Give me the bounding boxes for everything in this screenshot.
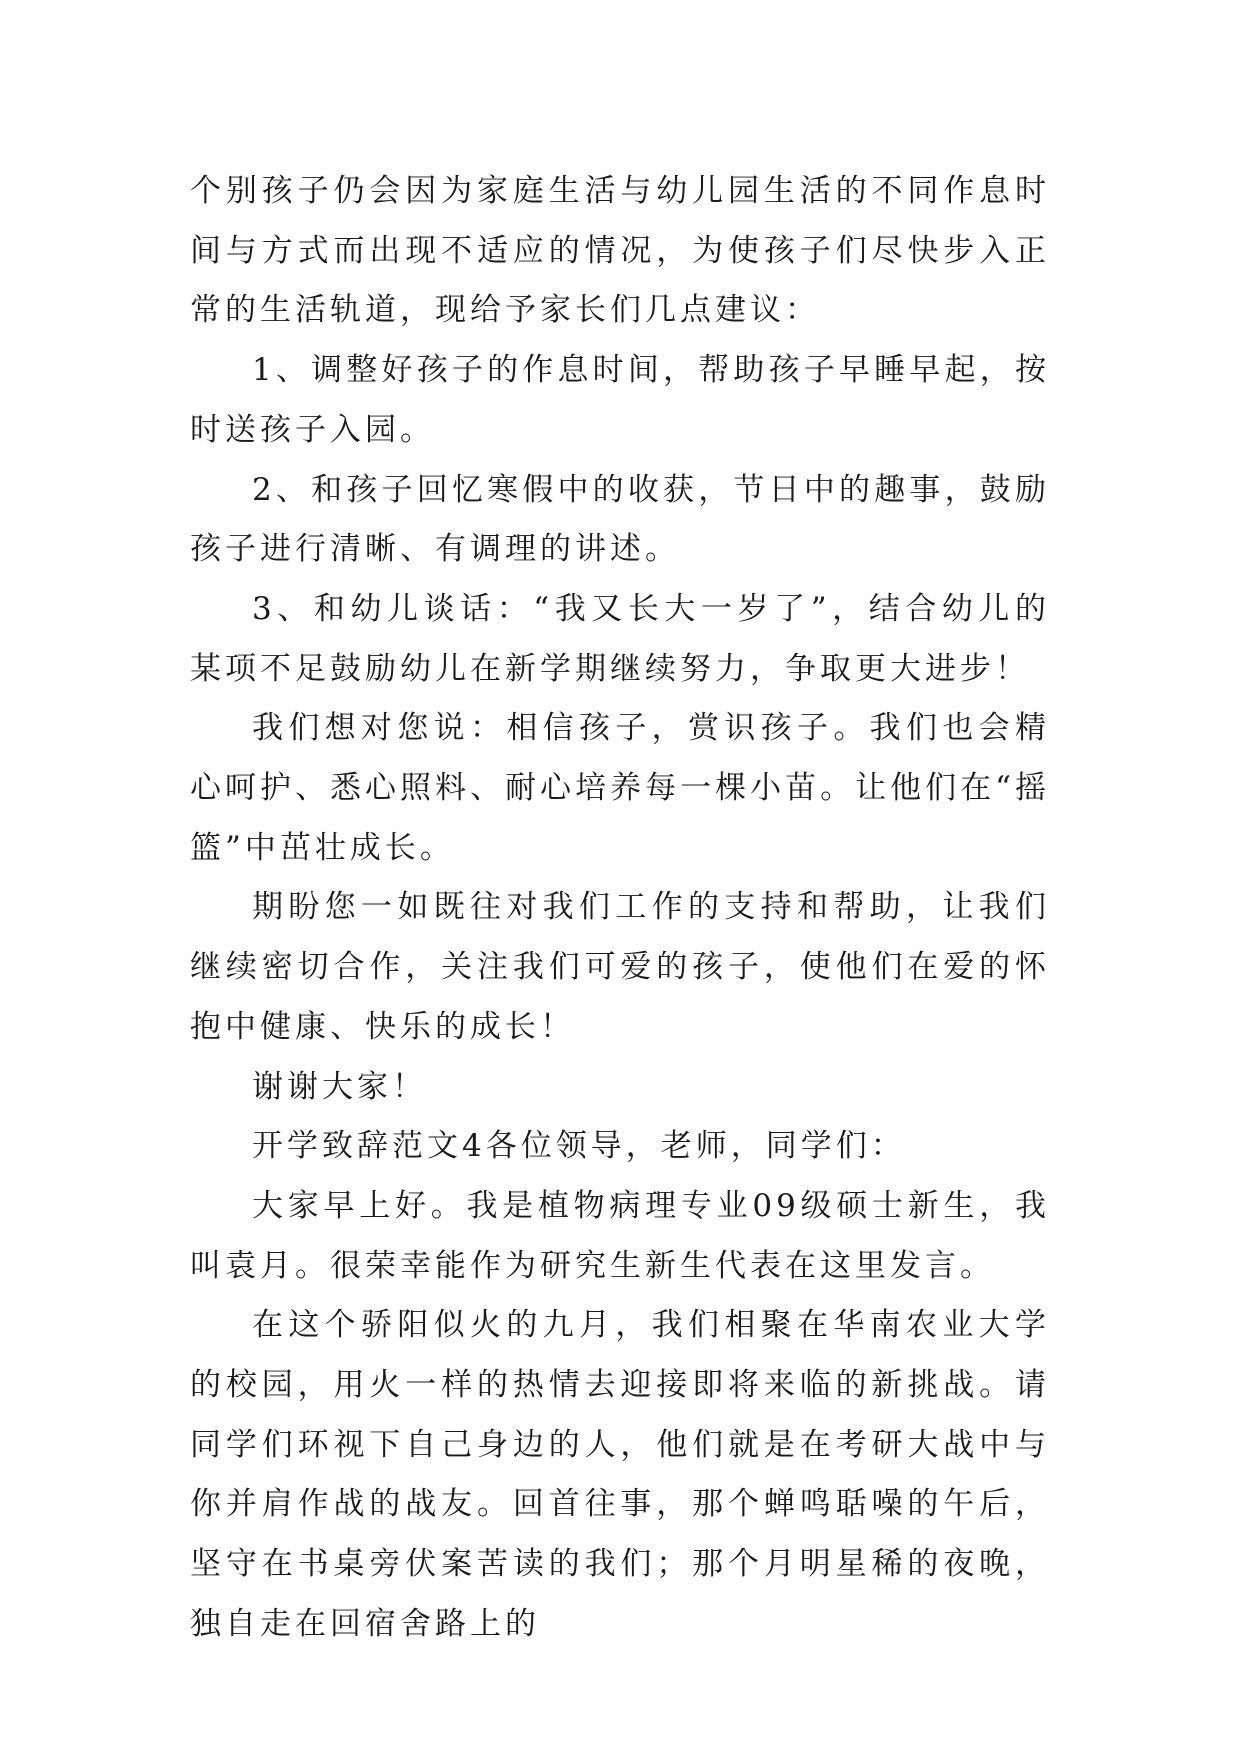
- paragraph-expectation: 期盼您一如既往对我们工作的支持和帮助，让我们继续密切合作，关注我们可爱的孩子，使他们在爱的怀抱中健康、快乐的成长！: [190, 889, 1050, 1045]
- paragraph-message: 我们想对您说：相信孩子，赏识孩子。我们也会精心呵护、悉心照料、耐心培养每一棵小苗。让他们在“摇篮”中茁壮成长。: [190, 710, 1050, 866]
- paragraph-speech-body: 在这个骄阳似火的九月，我们相聚在华南农业大学的校园，用火一样的热情去迎接即将来临的新挑战。请同学们环视下自己身边的人，他们就是在考研大战中与你并肩作战的战友。回首往事，那个蝉鸣聒噪的午后，坚守在书桌旁伏案苦读的我们；那个月明星稀的夜晚，独自走在回宿舍路上的: [190, 1307, 1050, 1642]
- document-body: [190, 162, 1050, 1655]
- paragraph-continued: 个别孩子仍会因为家庭生活与幼儿园生活的不同作息时间与方式而出现不适应的情况，为使孩子们尽快步入正常的生活轨道，现给予家长们几点建议：: [190, 173, 1050, 329]
- paragraph-speech-heading: 开学致辞范文4各位领导，老师，同学们：: [252, 1128, 906, 1165]
- paragraph-suggestion-2: 2、和孩子回忆寒假中的收获，节日中的趣事，鼓励孩子进行清晰、有调理的讲述。: [190, 471, 1050, 568]
- paragraph-greeting: 大家早上好。我是植物病理专业09级硕士新生，我叫袁月。很荣幸能作为研究生新生代表在这里发言。: [190, 1187, 1050, 1284]
- paragraph-suggestion-3: 3、和幼儿谈话：“我又长大一岁了”，结合幼儿的某项不足鼓励幼儿在新学期继续努力，争取更大进步！: [190, 590, 1050, 687]
- paragraph-thanks: 谢谢大家！: [252, 1068, 427, 1105]
- paragraph-suggestion-1: 1、调整好孩子的作息时间，帮助孩子早睡早起，按时送孩子入园。: [190, 352, 1050, 448]
